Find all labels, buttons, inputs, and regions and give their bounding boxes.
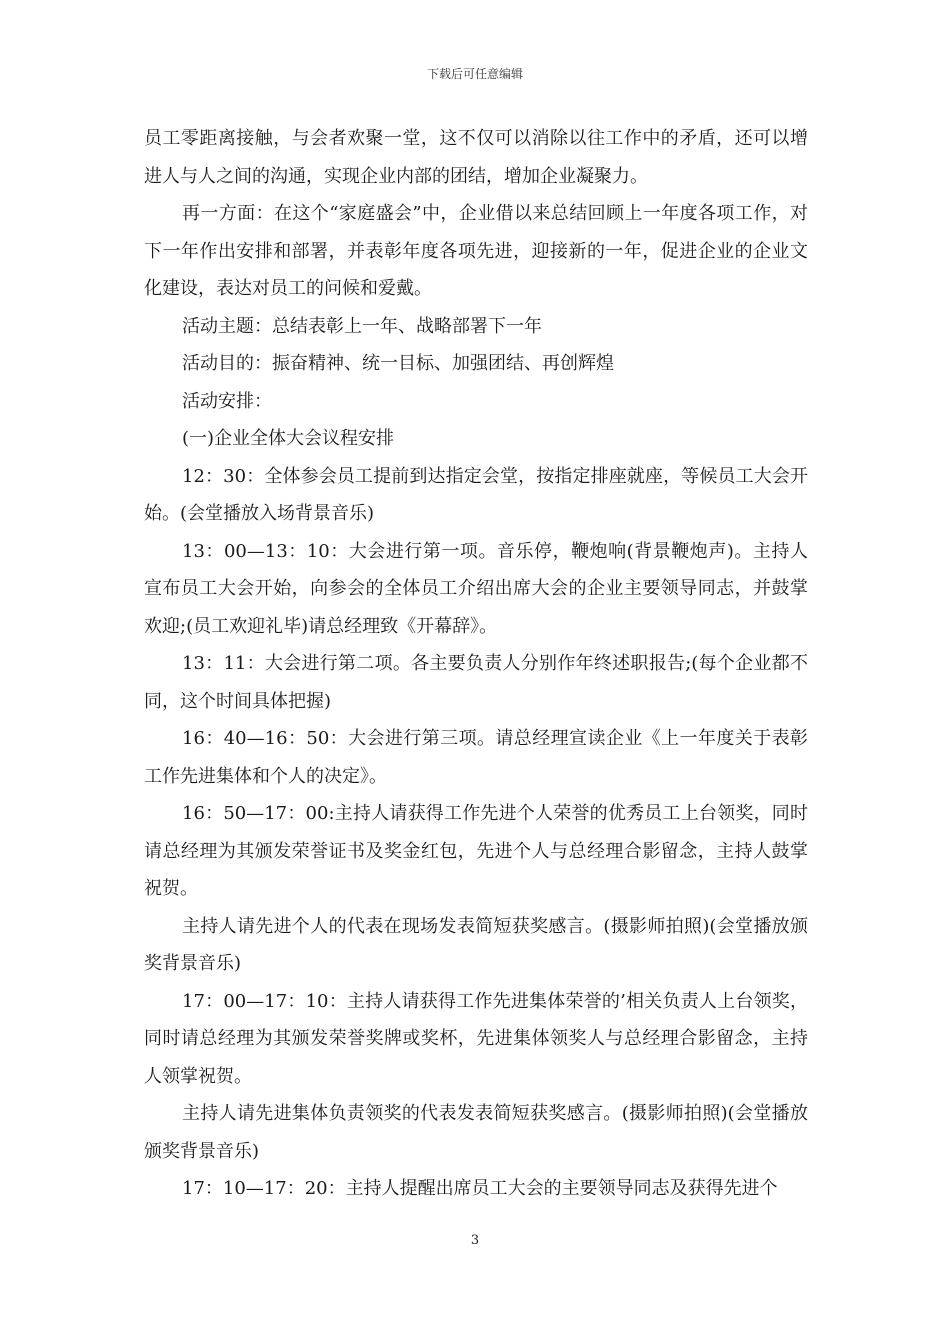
section-heading-agenda: (一)企业全体大会议程安排: [182, 428, 395, 449]
agenda-item-1700: 17：00—17：10：主持人请获得工作先进集体荣誉的’相关负责人上台领奖，同时请总经理为其颁发荣誉奖牌或奖杯，先进集体领奖人与总经理合影留念，主持人领掌祝贺。: [144, 990, 808, 1087]
document-body: [144, 120, 808, 1208]
paragraph-1: 员工零距离接触，与会者欢聚一堂，这不仅可以消除以往工作中的矛盾，还可以增进人与人之间的沟通，实现企业内部的团结，增加企业凝聚力。: [144, 128, 808, 187]
paragraph-activity-purpose: 活动目的：振奋精神、统一目标、加强团结、再创辉煌: [182, 353, 614, 374]
agenda-item-1230: 12：30：全体参会员工提前到达指定会堂，按指定排座就座，等候员工大会开始。(会堂播放入场背景音乐): [144, 465, 808, 524]
page-header: 下载后可任意编辑: [426, 67, 523, 81]
agenda-item-1640: 16：40—16：50：大会进行第三项。请总经理宣读企业《上一年度关于表彰工作先进集体和个人的决定》。: [144, 728, 808, 787]
agenda-item-1300: 13：00—13：10：大会进行第一项。音乐停，鞭炮响(背景鞭炮声)。主持人宣布员工大会开始，向参会的全体员工介绍出席大会的企业主要领导同志，并鼓掌欢迎;(员工欢迎礼毕)请总经理致《开幕辞》。: [144, 540, 808, 637]
paragraph-activity-theme: 活动主题：总结表彰上一年、战略部署下一年: [182, 315, 542, 337]
paragraph-2: 再一方面：在这个“家庭盛会”中，企业借以来总结回顾上一年度各项工作，对下一年作出安排和部署，并表彰年度各项先进，迎接新的一年，促进企业的企业文化建设，表达对员工的问候和爱戴。: [144, 203, 808, 299]
paragraph-collective-speech: 主持人请先进集体负责领奖的代表发表简短获奖感言。(摄影师拍照)(会堂播放颁奖背景音乐): [144, 1103, 808, 1162]
page-number: 3: [470, 1233, 480, 1248]
agenda-item-1311: 13：11：大会进行第二项。各主要负责人分别作年终述职报告;(每个企业都不同，这个时间具体把握): [144, 653, 808, 712]
paragraph-individual-speech: 主持人请先进个人的代表在现场发表简短获奖感言。(摄影师拍照)(会堂播放颁奖背景音乐): [144, 915, 808, 974]
agenda-item-1710: 17：10—17：20：主持人提醒出席员工大会的主要领导同志及获得先进个: [182, 1178, 778, 1199]
agenda-item-1650: 16：50—17：00:主持人请获得工作先进个人荣誉的优秀员工上台领奖，同时请总经理为其颁发荣誉证书及奖金红包，先进个人与总经理合影留念，主持人鼓掌祝贺。: [144, 803, 808, 899]
paragraph-activity-arrangement: 活动安排：: [182, 390, 272, 412]
